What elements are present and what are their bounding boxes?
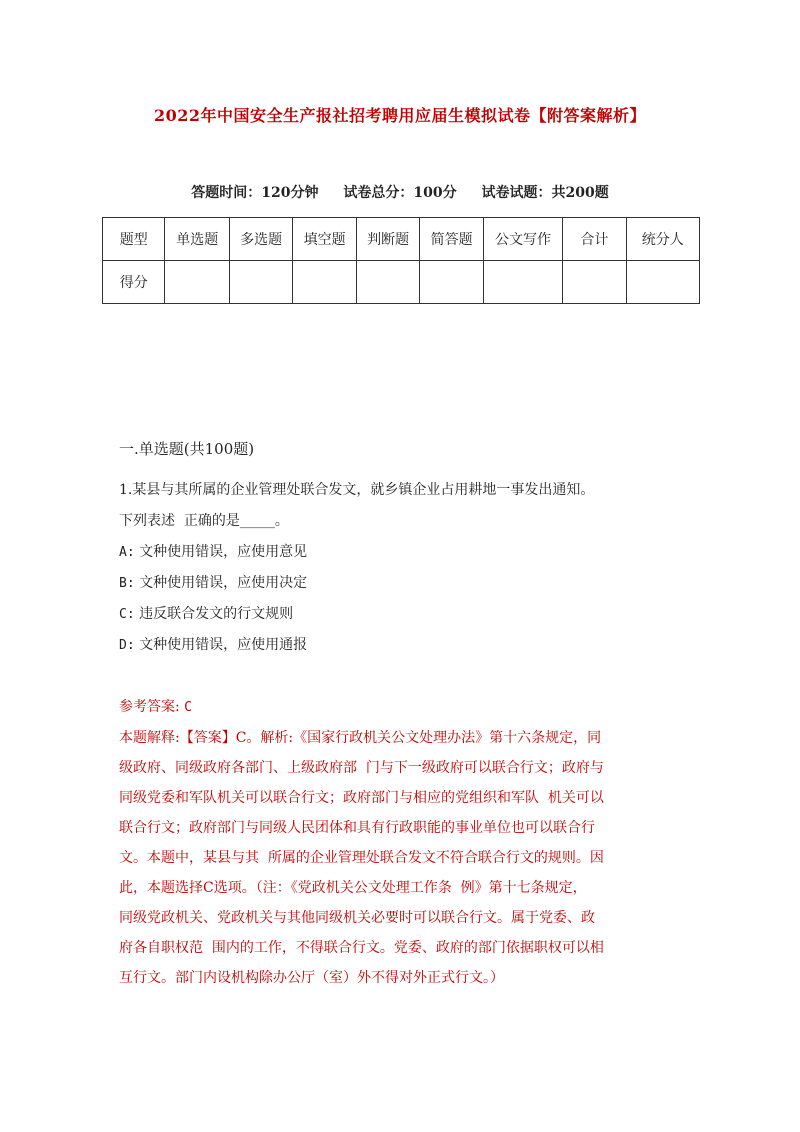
header-cell-fill: 填空题 <box>293 218 356 261</box>
score-cell <box>165 261 229 304</box>
explanation-line: 文。本题中，某县与其 所属的企业管理处联合发文不符合联合行文的规则。因 <box>119 850 604 866</box>
score-cell <box>293 261 356 304</box>
score-cell <box>483 261 562 304</box>
explanation-line: 同级党委和军队机关可以联合行文；政府部门与相应的党组织和军队 机关可以 <box>119 790 604 806</box>
score-cell <box>420 261 483 304</box>
explanation-line: 府各自职权范 围内的工作，不得联合行文。党委、政府的部门依据职权可以相 <box>119 940 604 956</box>
question-block <box>119 475 679 661</box>
option-a <box>119 537 679 568</box>
header-cell-multiple: 多选题 <box>229 218 292 261</box>
explanation-line: 此，本题选择C选项。（注：《党政机关公文处理工作条 例》第十七条规定， <box>119 880 587 896</box>
explanation-line: 互行文。部门内设机构除办公厅（室）外不得对外正式行文。） <box>119 970 504 986</box>
document-title: 2022年中国安全生产报社招考聘用应届生模拟试卷【附答案解析】 <box>153 106 647 125</box>
score-cell <box>229 261 292 304</box>
option-text: 违反联合发文的行文规则 <box>139 606 294 622</box>
header-cell-type: 题型 <box>103 218 165 261</box>
exam-total-questions: 试卷试题：共200题 <box>481 185 609 201</box>
exam-meta <box>0 182 800 202</box>
option-text: 文种使用错误，应使用通报 <box>139 637 308 653</box>
explanation-line: 联合行文；政府部门与同级人民团体和具有行政职能的事业单位也可以联合行 <box>119 820 595 836</box>
reference-answer-value: C <box>184 700 192 715</box>
explanation-line: 级政府、同级政府各部门、上级政府部 门与下一级政府可以联合行文；政府与 <box>119 760 604 776</box>
option-text: 文种使用错误，应使用决定 <box>139 575 308 591</box>
score-cell <box>356 261 419 304</box>
option-key: D: <box>119 638 135 653</box>
explanation-line: 同级党政机关、党政机关与其他同级机关必要时可以联合行文。属于党委、政 <box>119 910 595 926</box>
option-b <box>119 568 679 599</box>
header-cell-single: 单选题 <box>165 218 229 261</box>
header-cell-short: 简答题 <box>420 218 483 261</box>
header-cell-judge: 判断题 <box>356 218 419 261</box>
question-stem-line: 下列表述 正确的是_____。 <box>119 513 289 529</box>
score-cell <box>626 261 699 304</box>
header-cell-writing: 公文写作 <box>483 218 562 261</box>
score-table-header-row <box>103 218 700 261</box>
answer-block <box>119 692 684 993</box>
option-c <box>119 599 679 630</box>
score-cell <box>563 261 626 304</box>
section-title: 一.单选题(共100题) <box>119 440 255 458</box>
reference-answer <box>119 692 684 723</box>
option-key: B: <box>119 576 135 591</box>
option-d <box>119 630 679 661</box>
question-stem-line: 1.某县与其所属的企业管理处联合发文，就乡镇企业占用耕地一事发出通知。 <box>119 482 595 498</box>
explanation-line: 本题解释:【答案】C。解析:《国家行政机关公文处理办法》第十六条规定，同 <box>119 730 602 746</box>
option-text: 文种使用错误，应使用意见 <box>139 544 308 560</box>
header-cell-total: 合计 <box>563 218 626 261</box>
option-key: A: <box>119 545 135 560</box>
reference-answer-label: 参考答案: <box>119 699 180 715</box>
header-cell-scorer: 统分人 <box>626 218 699 261</box>
option-key: C: <box>119 607 135 622</box>
score-table <box>102 217 700 304</box>
score-table-score-row <box>103 261 700 304</box>
row-label-score: 得分 <box>103 261 165 304</box>
exam-time: 答题时间：120分钟 <box>191 185 319 201</box>
exam-total-score: 试卷总分：100分 <box>343 185 457 201</box>
